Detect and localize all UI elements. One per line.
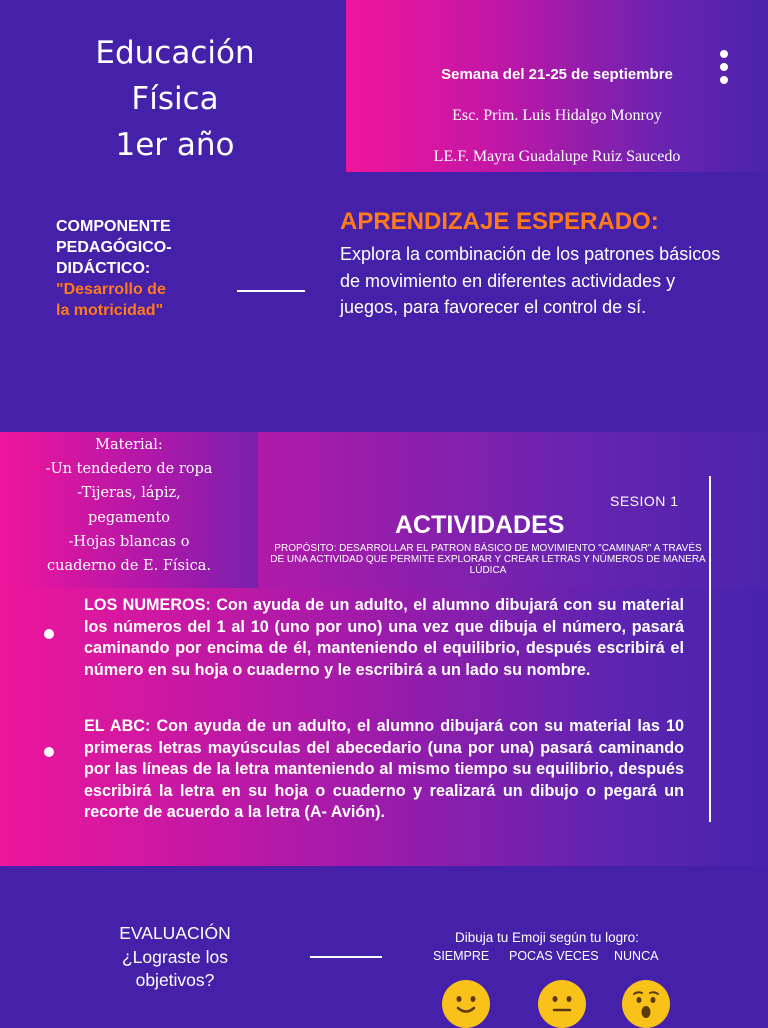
activity-text: Con ayuda de un adulto, el alumno dibujará con su material las 10 primeras letras mayúsculas del abecedario (una por una) pasará caminando por las líneas de la letra manteniendo al mismo tiempo su equilibrio, después escribirá la letra en su hoja o cuaderno y realizará un dibujo o pegará un recorte de acuerdo a la letra (A- Avión).	[84, 717, 684, 822]
label-siempre: SIEMPRE	[433, 949, 490, 963]
kebab-menu-icon[interactable]	[720, 50, 728, 89]
title-line-2: Física	[131, 81, 219, 117]
bullet-icon	[44, 629, 54, 639]
material-item: cuaderno de E. Física.	[46, 558, 211, 575]
session-label: SESION 1	[610, 493, 679, 509]
material-item: pegamento	[87, 509, 170, 526]
neutral-face-icon	[538, 980, 586, 1028]
emoji-caption: Dibuja tu Emoji según tu logro:	[455, 930, 639, 945]
bullet-icon	[44, 747, 54, 757]
connector-line	[237, 290, 305, 292]
component-line-4: "Desarrollo de	[56, 281, 166, 298]
title-line-3: 1er año	[115, 127, 235, 163]
connector-line	[310, 956, 382, 958]
title-line-1: Educación	[95, 35, 255, 71]
activity-numeros	[84, 595, 684, 681]
evaluation-question-1: ¿Lograste los	[121, 946, 229, 967]
page-title	[40, 30, 310, 168]
aprendizaje-title: APRENDIZAJE ESPERADO:	[340, 208, 659, 235]
aprendizaje-text: Explora la combinación de los patrones básicos de movimiento en diferentes actividades y juegos, para favorecer el control de sí.	[340, 244, 721, 317]
label-nunca: NUNCA	[614, 949, 659, 963]
component-block	[56, 216, 246, 321]
evaluation-question-2: objetivos?	[135, 970, 215, 990]
material-item: -Un tendedero de ropa	[45, 461, 213, 478]
material-item: -Hojas blancas o	[68, 533, 190, 550]
surprised-face-icon	[622, 980, 670, 1028]
material-panel	[0, 432, 258, 588]
material-heading: Material:	[95, 437, 163, 453]
activities-title: ACTIVIDADES	[395, 511, 565, 539]
happy-face-icon	[442, 980, 490, 1028]
evaluation-title: EVALUACIÓN	[119, 923, 231, 943]
component-line-3: DIDÁCTICO:	[56, 260, 151, 277]
purpose-text: PROPÓSITO: DESARROLLAR EL PATRON BÁSICO DE MOVIMIENTO "CAMINAR" A TRAVÉS DE UNA ACTIVIDAD QUE PERMITE EXPLORAR Y CREAR LETRAS Y NÚMEROS DE MANERA LÚDICA	[270, 543, 706, 576]
school-text: Esc. Prim. Luis Hidalgo Monroy	[452, 107, 662, 124]
header-panel	[346, 0, 768, 172]
teacher-text: LE.F. Mayra Guadalupe Ruiz Saucedo	[433, 148, 681, 165]
evaluation-block	[100, 922, 250, 993]
material-item: -Tijeras, lápiz,	[77, 485, 181, 502]
activity-abc	[84, 716, 684, 824]
activity-text: Con ayuda de un adulto, el alumno dibujará con su material los números del 1 al 10 (uno por uno) una vez que dibuja el número, pasará caminando por encima de él, manteniendo el equilibrio, después escribirá el número en su hoja o cuaderno y le escribirá a un lado su nombre.	[84, 596, 684, 679]
label-pocas-veces: POCAS VECES	[509, 949, 599, 963]
week-text: Semana del 21-25 de septiembre	[441, 66, 673, 83]
component-line-2: PEDAGÓGICO-	[56, 239, 172, 256]
component-line-5: la motricidad"	[56, 302, 164, 319]
activity-heading: EL ABC:	[84, 717, 151, 735]
activity-heading: LOS NUMEROS:	[84, 596, 211, 614]
component-line-1: COMPONENTE	[56, 218, 171, 235]
divider-line	[709, 476, 711, 822]
